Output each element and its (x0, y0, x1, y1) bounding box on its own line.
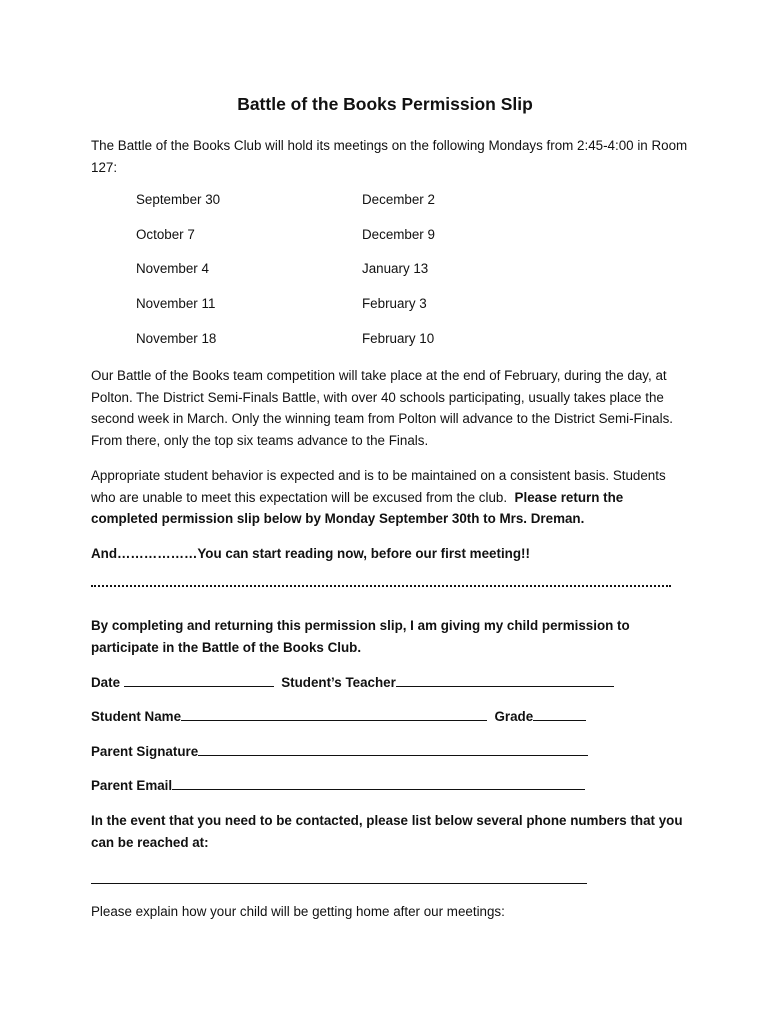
student-name-label: Student Name (91, 709, 182, 724)
grade-label: Grade (494, 709, 534, 724)
date-left: November 11 (136, 296, 216, 311)
date-row (0, 261, 770, 281)
student-name-line (91, 707, 586, 727)
date-left: November 4 (136, 261, 209, 276)
contact-prompt: In the event that you need to be contacted, please list below several phone numbers that you can be reached at: (91, 813, 683, 850)
phone-numbers-field[interactable] (91, 883, 587, 884)
date-row (0, 192, 770, 212)
date-row (0, 227, 770, 247)
teacher-field[interactable] (396, 673, 614, 687)
date-teacher-line (91, 673, 614, 693)
reading-line: And………………You can start reading now, before our first meeting!! (91, 546, 530, 561)
competition-paragraph: Our Battle of the Books team competition will take place at the end of February, during the day, at Polton. The District Semi-Finals Battle, with over 40 schools participating, usually takes place the second week in March. Only the winning team from Polton will advance to the District Semi-Finals. From there, only the top six teams advance to the Finals. (91, 368, 673, 448)
date-label: Date (91, 675, 121, 690)
date-left: September 30 (136, 192, 221, 207)
page-title: Battle of the Books Permission Slip (237, 94, 533, 114)
parent-signature-field[interactable] (198, 742, 588, 756)
date-right: January 13 (362, 261, 429, 276)
teacher-label: Student’s Teacher (281, 675, 396, 690)
parent-email-label: Parent Email (91, 778, 173, 793)
grade-field[interactable] (533, 707, 586, 721)
parent-signature-line (91, 742, 588, 762)
date-row (0, 296, 770, 316)
date-right: December 9 (362, 227, 435, 242)
date-row (0, 331, 770, 351)
cut-line (91, 585, 671, 587)
behavior-paragraph (91, 465, 691, 530)
behavior-text: Appropriate student behavior is expected and is to be maintained on a consistent basis. Students who are unable to meet this expectation will be excused from the club. (91, 468, 666, 505)
parent-email-field[interactable] (172, 776, 585, 790)
parent-email-line (91, 776, 585, 796)
date-right: February 10 (362, 331, 435, 346)
parent-signature-label: Parent Signature (91, 744, 199, 759)
date-left: October 7 (136, 227, 195, 242)
permission-statement: By completing and returning this permission slip, I am giving my child permission to participate in the Battle of the Books Club. (91, 618, 630, 655)
date-right: February 3 (362, 296, 427, 311)
date-right: December 2 (362, 192, 435, 207)
student-name-field[interactable] (181, 707, 487, 721)
intro-paragraph: The Battle of the Books Club will hold its meetings on the following Mondays from 2:45-4:00 in Room 127: (91, 138, 688, 175)
transport-prompt: Please explain how your child will be getting home after our meetings: (91, 904, 505, 919)
return-instructions: Please return the completed permission slip below by Monday September 30th to Mrs. Dreman. (91, 489, 624, 526)
date-field[interactable] (124, 673, 274, 687)
date-left: November 18 (136, 331, 217, 346)
